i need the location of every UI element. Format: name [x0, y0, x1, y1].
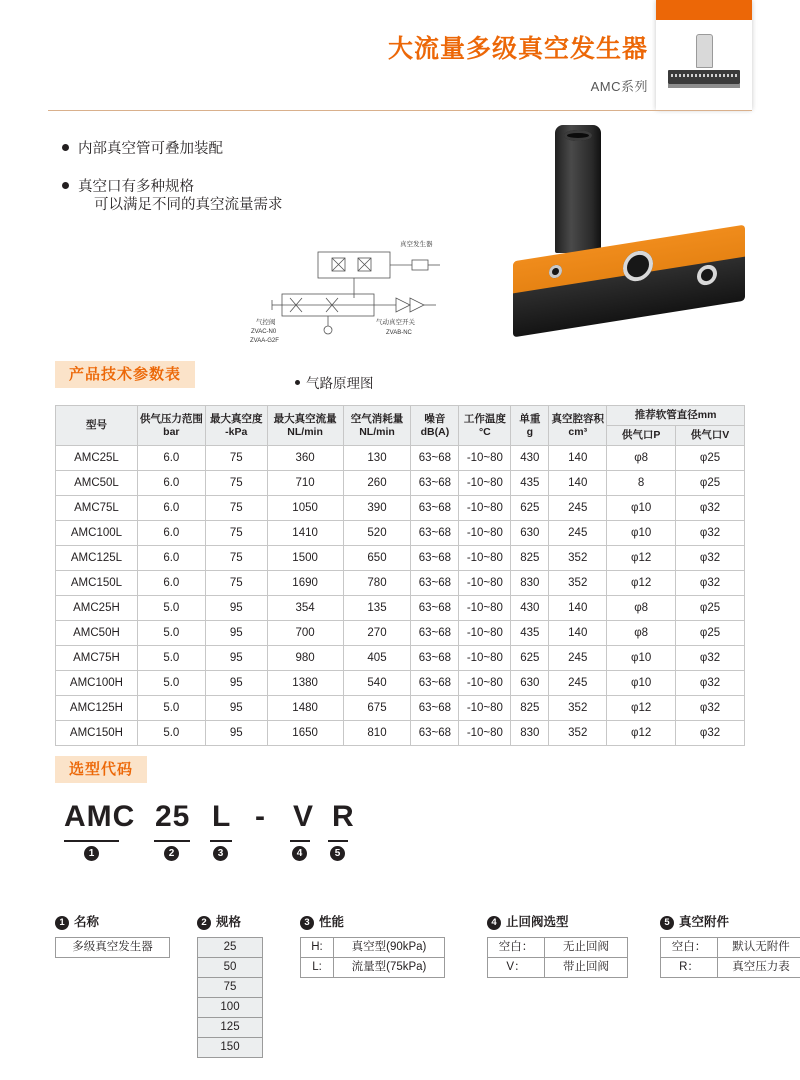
legend-title-text: 性能 — [319, 915, 345, 929]
table-cell: 270 — [343, 621, 411, 646]
table-row — [56, 671, 745, 696]
table-cell: 63~68 — [411, 546, 459, 571]
table-cell: 75 — [205, 571, 267, 596]
table-cell: 245 — [549, 646, 607, 671]
table-cell: 63~68 — [411, 621, 459, 646]
legend-row — [487, 957, 639, 978]
table-cell: -10~80 — [459, 521, 511, 546]
table-row — [56, 471, 745, 496]
header-title-block — [388, 36, 648, 95]
th-temperature: 工作温度 °C — [459, 406, 511, 446]
legend-title — [300, 912, 460, 930]
legend-group-accessory — [660, 912, 800, 977]
table-cell: φ32 — [676, 496, 745, 521]
cell-model: AMC25L — [56, 446, 138, 471]
code-token-perf: L — [212, 800, 232, 833]
table-cell: -10~80 — [459, 571, 511, 596]
section-heading-code: 选型代码 — [55, 756, 147, 783]
legend-value: 真空压力表 — [717, 957, 800, 978]
table-cell: -10~80 — [459, 496, 511, 521]
legend-title — [660, 912, 800, 930]
code-marker-4: 4 — [292, 846, 307, 861]
section-heading-params: 产品技术参数表 — [55, 361, 195, 388]
product-photo — [505, 125, 765, 325]
table-cell: 95 — [205, 596, 267, 621]
legend-row — [660, 937, 800, 958]
legend-area — [55, 912, 790, 1072]
table-header-row — [56, 406, 745, 426]
table-row — [56, 571, 745, 596]
cell-model: AMC25H — [56, 596, 138, 621]
table-row — [56, 721, 745, 746]
table-cell: 95 — [205, 671, 267, 696]
bullet-text: 内部真空管可叠加装配 — [78, 141, 223, 157]
badge-accent-bar — [656, 0, 752, 20]
model-code-line — [60, 800, 755, 859]
table-cell: 390 — [343, 496, 411, 521]
table-cell: 540 — [343, 671, 411, 696]
table-cell: φ25 — [676, 446, 745, 471]
table-cell: 630 — [511, 671, 549, 696]
legend-marker: 2 — [197, 916, 211, 930]
table-cell: 700 — [267, 621, 343, 646]
model-code-area — [55, 800, 755, 859]
bullet-dot-icon — [62, 182, 69, 189]
spec-table — [55, 405, 745, 746]
cell-model: AMC50L — [56, 471, 138, 496]
table-cell: φ32 — [676, 646, 745, 671]
cell-model: AMC150H — [56, 721, 138, 746]
table-cell: 825 — [511, 696, 549, 721]
legend-marker: 3 — [300, 916, 314, 930]
table-cell: 6.0 — [137, 496, 205, 521]
legend-cell: 125 — [197, 1017, 263, 1038]
legend-marker: 1 — [55, 916, 69, 930]
legend-cell: 多级真空发生器 — [55, 937, 170, 958]
legend-cell: 150 — [197, 1037, 263, 1058]
table-cell: 5.0 — [137, 646, 205, 671]
legend-title-text: 止回阀选型 — [506, 915, 569, 929]
legend-key: V： — [487, 957, 545, 978]
pneumatic-diagram — [250, 238, 490, 353]
feature-bullets — [62, 138, 362, 230]
table-cell: 6.0 — [137, 471, 205, 496]
product-tube — [555, 125, 601, 253]
table-cell: 520 — [343, 521, 411, 546]
vacuum-generator-icon — [656, 20, 752, 110]
page-subtitle: AMC系列 — [590, 78, 648, 94]
table-cell: 245 — [549, 671, 607, 696]
legend-title — [55, 912, 170, 930]
table-cell: 1500 — [267, 546, 343, 571]
legend-key: 空白： — [660, 937, 718, 958]
table-cell: φ32 — [676, 671, 745, 696]
table-cell: φ32 — [676, 546, 745, 571]
table-cell: 140 — [549, 446, 607, 471]
table-cell: -10~80 — [459, 546, 511, 571]
th-max-flow: 最大真空流量 NL/min — [267, 406, 343, 446]
table-cell: 8 — [607, 471, 676, 496]
legend-title — [197, 912, 263, 930]
table-cell: 6.0 — [137, 571, 205, 596]
table-cell: -10~80 — [459, 696, 511, 721]
table-cell: 430 — [511, 596, 549, 621]
table-cell: 625 — [511, 496, 549, 521]
th-hose-v: 供气口V — [676, 426, 745, 446]
legend-cell: 75 — [197, 977, 263, 998]
table-row — [56, 496, 745, 521]
table-cell: 650 — [343, 546, 411, 571]
table-cell: 75 — [205, 471, 267, 496]
table-cell: 435 — [511, 621, 549, 646]
legend-value: 带止回阀 — [544, 957, 628, 978]
table-cell: 360 — [267, 446, 343, 471]
th-noise: 噪音 dB(A) — [411, 406, 459, 446]
table-cell: 1650 — [267, 721, 343, 746]
table-cell: 63~68 — [411, 496, 459, 521]
legend-marker: 4 — [487, 916, 501, 930]
list-item — [62, 138, 362, 160]
table-cell: -10~80 — [459, 721, 511, 746]
th-max-vacuum: 最大真空度 -kPa — [205, 406, 267, 446]
table-cell: 140 — [549, 596, 607, 621]
table-cell: 1690 — [267, 571, 343, 596]
table-row — [56, 696, 745, 721]
legend-title-text: 名称 — [74, 915, 100, 929]
table-cell: φ25 — [676, 471, 745, 496]
table-row — [56, 446, 745, 471]
code-marker-2: 2 — [164, 846, 179, 861]
table-cell: 5.0 — [137, 696, 205, 721]
table-cell: φ25 — [676, 596, 745, 621]
legend-value: 默认无附件 — [717, 937, 800, 958]
svg-text:ZVAB-NC: ZVAB-NC — [386, 330, 412, 336]
table-row — [56, 596, 745, 621]
legend-cell: 50 — [197, 957, 263, 978]
th-chamber-volume: 真空腔容积 cm³ — [549, 406, 607, 446]
table-row — [56, 621, 745, 646]
legend-cell: 100 — [197, 997, 263, 1018]
table-cell: φ10 — [607, 671, 676, 696]
legend-group-size — [197, 912, 263, 1057]
legend-key: L: — [300, 957, 334, 978]
th-weight: 单重 g — [511, 406, 549, 446]
th-model: 型号 — [56, 406, 138, 446]
table-cell: -10~80 — [459, 671, 511, 696]
table-cell: 352 — [549, 546, 607, 571]
table-cell: 245 — [549, 521, 607, 546]
table-cell: -10~80 — [459, 621, 511, 646]
table-cell: 130 — [343, 446, 411, 471]
table-cell: 5.0 — [137, 621, 205, 646]
list-item — [62, 176, 362, 213]
table-cell: 5.0 — [137, 721, 205, 746]
legend-row — [487, 937, 639, 958]
legend-title — [487, 912, 639, 930]
table-cell: 1380 — [267, 671, 343, 696]
table-row — [56, 546, 745, 571]
table-cell: 810 — [343, 721, 411, 746]
table-cell: 430 — [511, 446, 549, 471]
cell-model: AMC75L — [56, 496, 138, 521]
table-cell: 63~68 — [411, 671, 459, 696]
bullet-dot-icon — [295, 380, 300, 385]
legend-row — [300, 937, 460, 958]
table-cell: 352 — [549, 721, 607, 746]
table-cell: 435 — [511, 471, 549, 496]
bullet-text: 真空口有多种规格 — [78, 179, 194, 196]
table-cell: 63~68 — [411, 521, 459, 546]
legend-marker: 5 — [660, 916, 674, 930]
legend-title-text: 规格 — [216, 915, 242, 929]
table-cell: 63~68 — [411, 571, 459, 596]
cell-model: AMC125H — [56, 696, 138, 721]
table-cell: 980 — [267, 646, 343, 671]
cell-model: AMC125L — [56, 546, 138, 571]
page-header — [0, 0, 800, 118]
svg-text:ZVAA-G2F: ZVAA-G2F — [250, 338, 279, 344]
table-cell: 63~68 — [411, 721, 459, 746]
table-cell: 95 — [205, 646, 267, 671]
table-cell: 63~68 — [411, 696, 459, 721]
table-cell: 630 — [511, 521, 549, 546]
legend-value: 流量型(75kPa) — [333, 957, 445, 978]
code-token-size: 25 — [155, 800, 191, 833]
header-divider — [48, 110, 752, 111]
table-cell: 135 — [343, 596, 411, 621]
legend-key: 空白： — [487, 937, 545, 958]
table-cell: 625 — [511, 646, 549, 671]
table-cell: φ32 — [676, 521, 745, 546]
legend-key: H: — [300, 937, 334, 958]
table-cell: 75 — [205, 446, 267, 471]
bullet-subtext: 可以满足不同的真空流量需求 — [94, 196, 283, 213]
table-cell: 405 — [343, 646, 411, 671]
table-row — [56, 521, 745, 546]
table-cell: 63~68 — [411, 471, 459, 496]
table-cell: 352 — [549, 696, 607, 721]
cell-model: AMC75H — [56, 646, 138, 671]
legend-key: R： — [660, 957, 718, 978]
legend-cell: 25 — [197, 937, 263, 958]
table-cell: φ32 — [676, 571, 745, 596]
table-cell: 1480 — [267, 696, 343, 721]
table-cell: φ10 — [607, 646, 676, 671]
table-cell: 780 — [343, 571, 411, 596]
code-token-dash: - — [255, 800, 266, 833]
cell-model: AMC100H — [56, 671, 138, 696]
legend-row — [300, 957, 460, 978]
table-cell: 140 — [549, 471, 607, 496]
table-cell: φ8 — [607, 446, 676, 471]
table-cell: φ12 — [607, 721, 676, 746]
page-title: 大流量多级真空发生器 — [387, 35, 648, 63]
table-cell: 95 — [205, 721, 267, 746]
code-token-name: AMC — [64, 800, 136, 833]
table-cell: φ10 — [607, 496, 676, 521]
table-cell: -10~80 — [459, 596, 511, 621]
th-hose-diameter: 推荐软管直径mm — [607, 406, 745, 426]
table-row — [56, 646, 745, 671]
table-cell: 675 — [343, 696, 411, 721]
table-cell: 5.0 — [137, 596, 205, 621]
table-cell: 245 — [549, 496, 607, 521]
legend-row — [660, 957, 800, 978]
th-supply-pressure: 供气压力范围 bar — [137, 406, 205, 446]
table-cell: 95 — [205, 696, 267, 721]
diagram-caption — [295, 372, 374, 392]
table-cell: 75 — [205, 496, 267, 521]
spec-table-body — [56, 446, 745, 746]
table-cell: φ25 — [676, 621, 745, 646]
table-cell: 1410 — [267, 521, 343, 546]
table-cell: 352 — [549, 571, 607, 596]
table-cell: 63~68 — [411, 446, 459, 471]
table-cell: φ12 — [607, 546, 676, 571]
table-cell: 140 — [549, 621, 607, 646]
diagram-caption-text: 气路原理图 — [306, 376, 374, 391]
legend-group-performance — [300, 912, 460, 977]
table-cell: 75 — [205, 546, 267, 571]
table-cell: 63~68 — [411, 596, 459, 621]
table-cell: φ8 — [607, 596, 676, 621]
table-cell: 5.0 — [137, 671, 205, 696]
legend-value: 真空型(90kPa) — [333, 937, 445, 958]
table-cell: 830 — [511, 571, 549, 596]
code-token-access: R — [332, 800, 355, 833]
code-token-valve: V — [293, 800, 315, 833]
code-marker-3: 3 — [213, 846, 228, 861]
table-cell: 1050 — [267, 496, 343, 521]
table-cell: 75 — [205, 521, 267, 546]
svg-text:气控阀: 气控阀 — [256, 319, 276, 326]
table-cell: 710 — [267, 471, 343, 496]
table-cell: 6.0 — [137, 546, 205, 571]
table-cell: 260 — [343, 471, 411, 496]
th-hose-p: 供气口P — [607, 426, 676, 446]
legend-group-name — [55, 912, 170, 957]
table-cell: 95 — [205, 621, 267, 646]
table-cell: -10~80 — [459, 471, 511, 496]
cell-model: AMC100L — [56, 521, 138, 546]
table-cell: φ8 — [607, 621, 676, 646]
table-cell: φ32 — [676, 696, 745, 721]
code-marker-1: 1 — [84, 846, 99, 861]
legend-value: 无止回阀 — [544, 937, 628, 958]
table-cell: 830 — [511, 721, 549, 746]
table-cell: -10~80 — [459, 446, 511, 471]
table-cell: 6.0 — [137, 521, 205, 546]
table-cell: 63~68 — [411, 646, 459, 671]
bullet-dot-icon — [62, 144, 69, 151]
th-air-consumption: 空气消耗量 NL/min — [343, 406, 411, 446]
table-cell: φ10 — [607, 521, 676, 546]
table-cell: -10~80 — [459, 646, 511, 671]
cell-model: AMC150L — [56, 571, 138, 596]
svg-text:气动真空开关: 气动真空开关 — [376, 319, 415, 326]
code-marker-5: 5 — [330, 846, 345, 861]
table-cell: φ12 — [607, 696, 676, 721]
legend-title-text: 真空附件 — [679, 915, 730, 929]
svg-text:ZVAC-N0: ZVAC-N0 — [251, 329, 277, 335]
legend-group-checkvalve — [487, 912, 639, 977]
table-cell: φ12 — [607, 571, 676, 596]
cell-model: AMC50H — [56, 621, 138, 646]
table-cell: 6.0 — [137, 446, 205, 471]
table-cell: 354 — [267, 596, 343, 621]
table-cell: 825 — [511, 546, 549, 571]
svg-text:真空发生器: 真空发生器 — [400, 241, 433, 248]
table-cell: φ32 — [676, 721, 745, 746]
product-badge — [656, 0, 752, 110]
